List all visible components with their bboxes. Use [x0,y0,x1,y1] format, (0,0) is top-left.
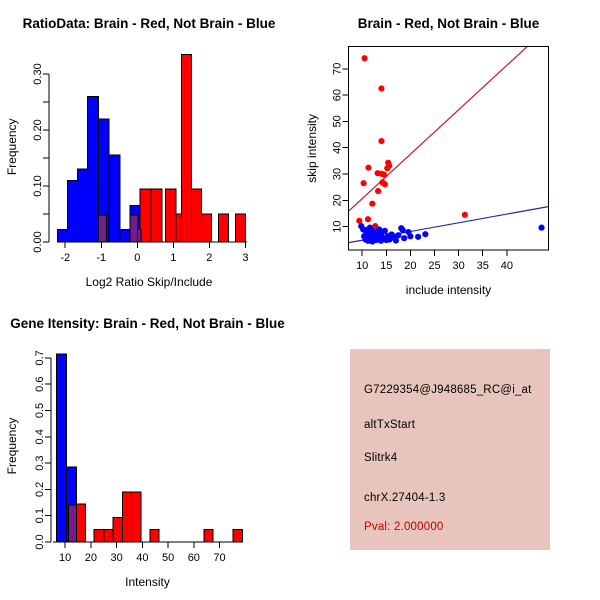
svg-text:35: 35 [476,260,489,272]
svg-text:-2: -2 [60,252,71,264]
svg-text:0.20: 0.20 [32,119,44,141]
svg-text:10: 10 [331,220,344,233]
svg-text:0.2: 0.2 [34,481,46,498]
svg-text:15: 15 [380,260,393,272]
svg-text:2: 2 [206,252,213,264]
svg-text:20: 20 [84,552,98,564]
svg-text:0.5: 0.5 [34,402,46,419]
svg-text:20: 20 [331,194,344,207]
svg-text:50: 50 [161,552,175,564]
svg-text:3: 3 [242,252,249,264]
intensity-scatter-chart [300,0,600,300]
svg-text:0: 0 [134,252,141,264]
info-panel [300,300,600,600]
event-type-text: altTxStart [364,419,416,431]
svg-text:Gene Itensity: Brain - Red, No: Gene Itensity: Brain - Red, Not Brain - Blue [10,316,285,331]
ratio-histogram-panel [0,0,300,300]
svg-text:25: 25 [428,260,441,272]
chromosome-location-text: chrX.27404-1.3 [364,492,446,504]
svg-text:60: 60 [187,552,200,564]
svg-text:skip intensity: skip intensity [305,113,319,183]
svg-text:0.7: 0.7 [34,350,46,366]
svg-text:40: 40 [331,141,344,154]
svg-text:0.3: 0.3 [34,455,46,471]
svg-text:include intensity: include intensity [405,283,492,297]
probe-id-text: G7229354@J948685_RC@i_at [364,384,532,396]
svg-text:60: 60 [331,88,344,102]
ratio-histogram-chart [0,0,300,300]
svg-text:70: 70 [331,62,344,75]
svg-text:30: 30 [452,260,465,272]
svg-text:10: 10 [356,260,369,272]
info-background [350,349,550,550]
gene-intensity-histogram-chart [0,300,300,600]
svg-text:RatioData: Brain - Red, Not Br: RatioData: Brain - Red, Not Brain - Blue [22,16,276,31]
svg-text:30: 30 [331,167,344,181]
svg-text:Frequency: Frequency [5,417,19,475]
svg-text:1: 1 [170,252,177,264]
svg-text:20: 20 [404,260,417,272]
svg-text:40: 40 [136,552,149,564]
svg-text:50: 50 [331,115,344,128]
svg-text:40: 40 [500,260,513,272]
intensity-scatter-panel [300,0,600,300]
svg-text:0.00: 0.00 [32,231,44,253]
svg-text:Frequency: Frequency [5,118,19,176]
svg-text:0.10: 0.10 [32,175,44,197]
pval-text: Pval: 2.000000 [364,521,444,533]
gene-name-text: Slitrk4 [364,452,398,464]
svg-text:-1: -1 [96,252,107,264]
svg-text:0.1: 0.1 [34,508,46,524]
svg-text:0.6: 0.6 [34,376,46,392]
svg-text:Brain - Red, Not Brain - Blue: Brain - Red, Not Brain - Blue [357,16,540,31]
gene-intensity-histogram-panel [0,300,300,600]
svg-text:10: 10 [59,552,72,564]
svg-text:0.4: 0.4 [34,429,46,445]
svg-text:0.0: 0.0 [34,534,46,550]
svg-text:Log2 Ratio Skip/Include: Log2 Ratio Skip/Include [85,275,213,289]
svg-text:70: 70 [213,552,226,564]
svg-text:30: 30 [110,552,123,564]
svg-text:Intensity: Intensity [125,575,170,589]
svg-text:0.30: 0.30 [32,63,44,85]
